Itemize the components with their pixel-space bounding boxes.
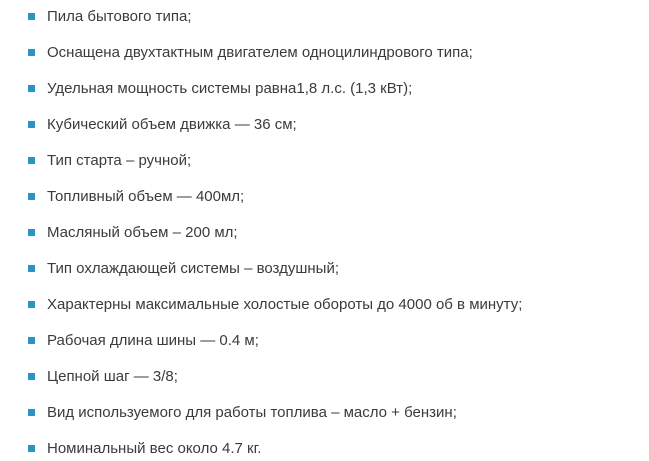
list-item — [0, 5, 649, 29]
list-item — [0, 401, 649, 425]
square-bullet-icon — [28, 409, 35, 416]
list-item-text: Характерны максимальные холостые обороты до 4000 об в минуту; — [47, 296, 523, 313]
square-bullet-icon — [28, 193, 35, 200]
square-bullet-icon — [28, 265, 35, 272]
list-item-text: Тип старта – ручной; — [47, 152, 192, 169]
list-item — [0, 257, 649, 281]
list-item-text: Удельная мощность системы равна1,8 л.с. (1,3 кВт); — [47, 80, 413, 97]
list-item — [0, 437, 649, 461]
list-item-text: Вид используемого для работы топлива – масло + бензин; — [47, 404, 457, 421]
list-item — [0, 293, 649, 317]
list-item — [0, 77, 649, 101]
list-item — [0, 149, 649, 173]
list-item-text: Тип охлаждающей системы – воздушный; — [47, 260, 339, 277]
list-item-text: Пила бытового типа; — [47, 8, 192, 25]
square-bullet-icon — [28, 301, 35, 308]
square-bullet-icon — [28, 85, 35, 92]
list-item — [0, 365, 649, 389]
list-item-text: Топливный объем — 400мл; — [47, 188, 245, 205]
square-bullet-icon — [28, 157, 35, 164]
list-item — [0, 221, 649, 245]
list-item-text: Масляный объем – 200 мл; — [47, 224, 238, 241]
square-bullet-icon — [28, 373, 35, 380]
list-item — [0, 113, 649, 137]
square-bullet-icon — [28, 445, 35, 452]
square-bullet-icon — [28, 229, 35, 236]
list-item-text: Номинальный вес около 4.7 кг. — [47, 440, 262, 457]
list-item — [0, 329, 649, 353]
list-item — [0, 41, 649, 65]
list-item-text: Рабочая длина шины — 0.4 м; — [47, 332, 259, 349]
list-item — [0, 185, 649, 209]
list-item-text: Кубический объем движка — 36 см; — [47, 116, 297, 133]
square-bullet-icon — [28, 49, 35, 56]
square-bullet-icon — [28, 13, 35, 20]
list-item-text: Оснащена двухтактным двигателем одноцилиндрового типа; — [47, 44, 473, 61]
square-bullet-icon — [28, 337, 35, 344]
list-item-text: Цепной шаг — 3/8; — [47, 368, 178, 385]
square-bullet-icon — [28, 121, 35, 128]
